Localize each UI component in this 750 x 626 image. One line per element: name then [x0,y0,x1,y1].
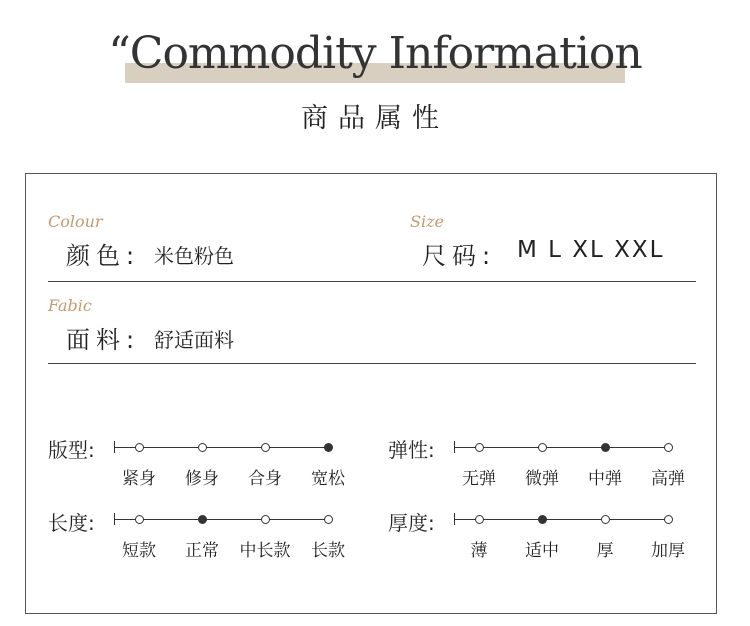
fit-scale-dot [198,443,207,452]
fit-scale-dot [135,443,144,452]
page-subtitle: 商品属性 [301,103,449,134]
length-scale-option: 中长款 [239,541,291,561]
fit-scale-option: 宽松 [311,469,345,489]
fit-scale-dot [261,443,270,452]
thickness-scale-dot [538,515,547,524]
fabric-script-label: Fabic [48,296,92,315]
size-value: M L XL XXL [517,237,665,263]
thickness-scale-dot [475,515,484,524]
fit-scale-dot [324,443,333,452]
fabric-value: 舒适面料 [154,328,234,352]
thickness-scale-option: 适中 [525,541,559,561]
elasticity-scale-track [454,447,668,448]
length-scale-option: 长款 [311,541,345,561]
length-scale-dot [261,515,270,524]
length-scale-dot [324,515,333,524]
elasticity-scale-option: 高弹 [651,469,685,489]
divider [48,281,696,282]
thickness-scale-option: 厚 [596,541,614,561]
header [0,0,750,140]
length-scale-dot [198,515,207,524]
length-scale-option: 正常 [185,541,219,561]
colour-label: 颜色: [66,242,141,270]
thickness-scale-track [454,519,668,520]
fit-scale-option: 修身 [185,469,219,489]
elasticity-scale-option: 中弹 [588,469,622,489]
length-scale-track [114,519,328,520]
thickness-scale-dot [664,515,673,524]
thickness-label: 厚度: [388,511,435,535]
elasticity-label: 弹性: [388,438,435,462]
length-label: 长度: [48,511,95,535]
thickness-scale-dot [601,515,610,524]
fit-scale-option: 紧身 [122,469,156,489]
fabric-label: 面料: [66,326,141,354]
size-script-label: Size [410,212,444,231]
size-label: 尺码: [422,242,497,270]
fit-scale-track [114,447,328,448]
thickness-scale-option: 薄 [470,541,488,561]
elasticity-scale-option: 微弹 [525,469,559,489]
elasticity-scale-dot [538,443,547,452]
colour-script-label: Colour [48,212,103,231]
divider [48,363,696,364]
colour-value: 米色粉色 [154,244,234,268]
elasticity-scale-dot [601,443,610,452]
fit-label: 版型: [48,438,95,462]
thickness-scale-option: 加厚 [651,541,685,561]
length-scale-dot [135,515,144,524]
elasticity-scale-option: 无弹 [462,469,496,489]
fit-scale-option: 合身 [248,469,282,489]
info-card [25,173,717,614]
page-title: “Commodity Information [108,28,642,79]
elasticity-scale-dot [664,443,673,452]
length-scale-option: 短款 [122,541,156,561]
elasticity-scale-dot [475,443,484,452]
